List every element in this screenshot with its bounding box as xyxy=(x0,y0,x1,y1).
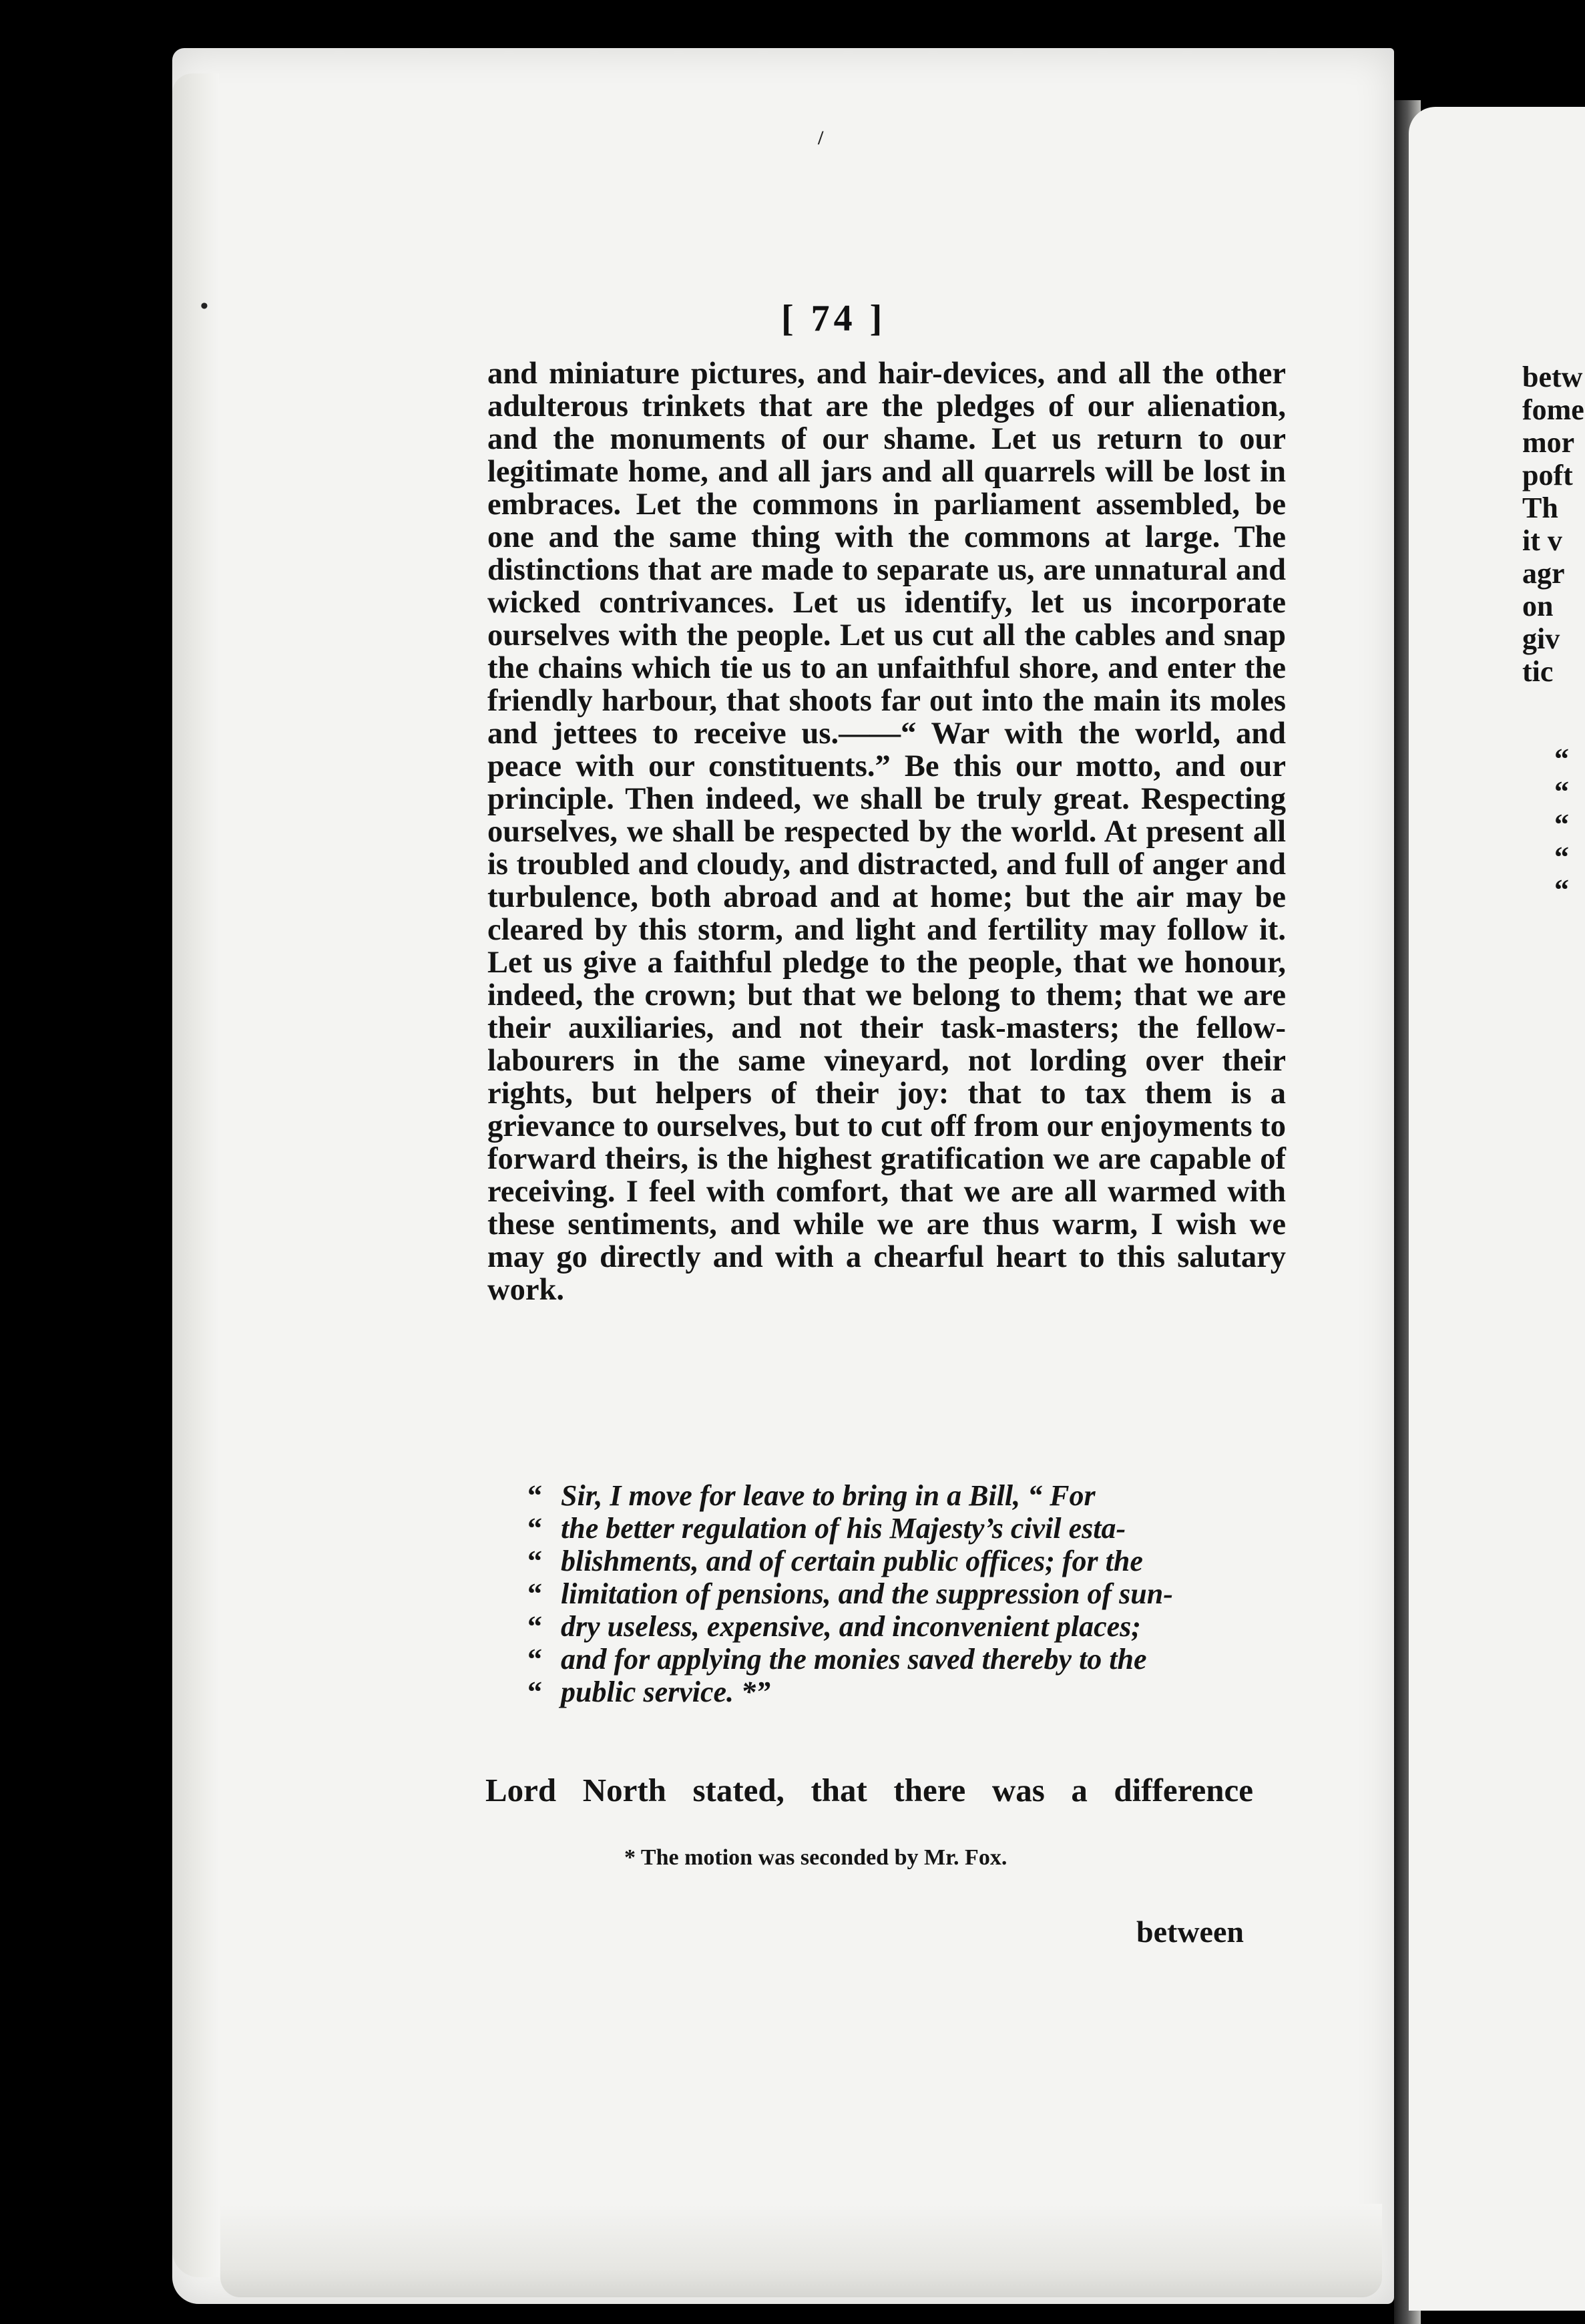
facing-quote-mark: “ xyxy=(1554,743,1569,775)
facing-fragment: it v xyxy=(1522,524,1562,557)
facing-quote-mark: “ xyxy=(1554,808,1569,841)
page-edge-left xyxy=(172,73,219,2277)
facing-fragment: betw xyxy=(1522,361,1583,393)
facing-fragment: poft xyxy=(1522,459,1573,492)
motion-line: “ dry useless, expensive, and inconvenient places; xyxy=(527,1610,1141,1643)
catchword: between xyxy=(1136,1915,1244,1949)
motion-line: “ public service. *” xyxy=(527,1676,771,1708)
facing-fragment: giv xyxy=(1522,622,1560,655)
page-edge-bottom xyxy=(220,2204,1382,2297)
facing-page-text xyxy=(1522,361,1585,688)
lord-north-line: Lord North stated, that there was a difference xyxy=(485,1772,1253,1808)
facing-fragment: Th xyxy=(1522,492,1558,524)
facing-quote-mark: “ xyxy=(1554,841,1569,874)
body-paragraph: and miniature pictures, and hair-devices, and all the other adulterous trinkets that are the pledges of our alienation, and the monuments of our shame. Let us return to our legitimate home, and all jars and all quarrels will be lost in embraces. Let the commons in parliament assembled, be one and the same thing with the commons at large. The distinctions that are made to separate us, are unnatural and wicked contrivances. Let us identify, let us incorporate ourselves with the people. Let us cut all the cables and snap the chains which tie us to an unfaithful shore, and enter the friendly harbour, that shoots far out into the main its moles and jettees to receive us.——“ War with the world, and peace with our constituents.” Be this our motto, and our principle. Then indeed, we shall be truly great. Respecting ourselves, we shall be respected by the world. At present all is troubled and cloudy, and distracted, and full of anger and turbulence, both abroad and at home; but the air may be cleared by this storm, and light and fertility may follow it. Let us give a faithful pledge to the people, that we honour, indeed, the crown; but that we belong to them; that we are their auxiliaries, and not their task-masters; the fellow-labourers in the same vineyard, not lording over their rights, but helpers of their joy: that to tax them is a grievance to ourselves, but to cut off from our enjoyments to forward theirs, is the highest gratification we are capable of receiving. I feel with comfort, that we are all warmed with these sentiments, and while we are thus warm, I wish we may go directly and with a chearful heart to this salutary work. xyxy=(487,357,1286,1307)
body-text xyxy=(487,357,1286,1306)
page-number-header: [ 74 ] xyxy=(781,298,887,339)
facing-fragment: agr xyxy=(1522,557,1565,590)
facing-fragment: fome xyxy=(1522,393,1584,426)
stray-mark: • xyxy=(200,294,208,319)
motion-line: “ and for applying the monies saved thereby to the xyxy=(527,1643,1147,1676)
stray-mark: / xyxy=(818,127,824,149)
facing-quote-mark: “ xyxy=(1554,775,1569,808)
facing-quote-mark: “ xyxy=(1554,874,1569,906)
motion-line: “ Sir, I move for leave to bring in a Bill, “ For xyxy=(527,1479,1096,1512)
facing-fragment: on xyxy=(1522,590,1554,622)
motion-quote xyxy=(527,1479,1259,1708)
facing-fragment: tic xyxy=(1522,655,1554,688)
facing-page-quotes xyxy=(1554,743,1585,906)
motion-line: “ the better regulation of his Majesty’s civil esta- xyxy=(527,1512,1126,1545)
motion-line: “ limitation of pensions, and the suppression of sun- xyxy=(527,1577,1173,1610)
motion-line: “ blishments, and of certain public offices; for the xyxy=(527,1545,1143,1577)
facing-fragment: mor xyxy=(1522,426,1575,459)
footnote: * The motion was seconded by Mr. Fox. xyxy=(624,1845,1007,1870)
